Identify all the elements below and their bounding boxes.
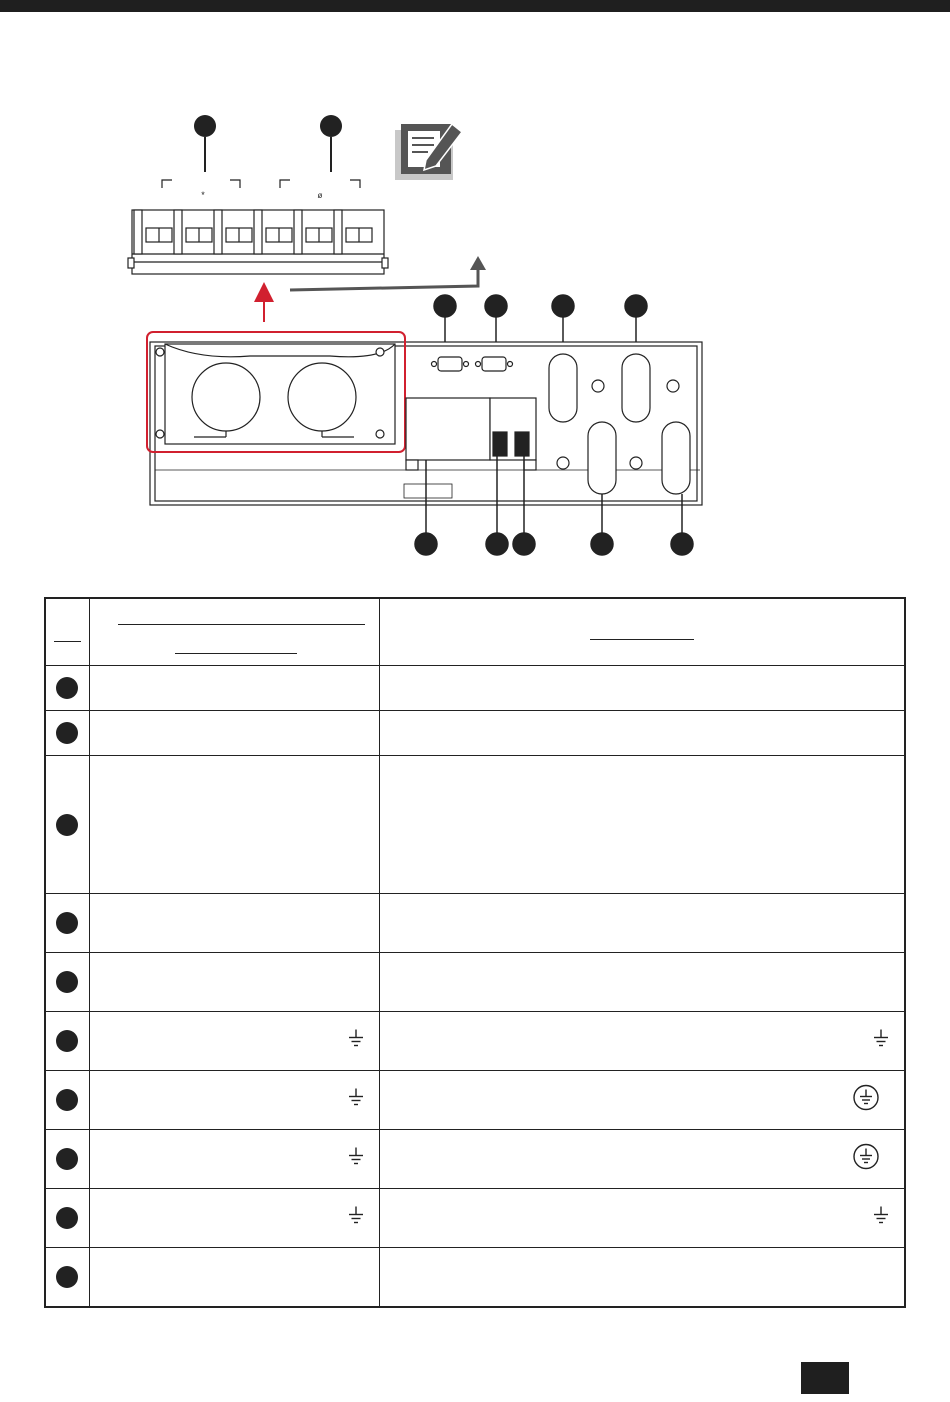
legend-description-cell [379, 1130, 905, 1189]
legend-item-cell [89, 1012, 379, 1071]
callout-badge [56, 912, 78, 934]
legend-description-cell [379, 1012, 905, 1071]
legend-item-cell [89, 1071, 379, 1130]
legend-no-cell [45, 1071, 89, 1130]
protective-earth-icon [852, 1143, 880, 1176]
legend-row [45, 1248, 905, 1308]
gray-arrow-head [470, 256, 486, 270]
legend-item-cell [89, 1130, 379, 1189]
legend-description-cell [379, 1248, 905, 1308]
legend-row [45, 756, 905, 894]
cable-cover-plate [156, 344, 395, 444]
legend-no-cell [45, 1248, 89, 1308]
legend-row [45, 894, 905, 953]
legend-row [45, 666, 905, 711]
callout-badge [56, 1030, 78, 1052]
terminal-block [128, 210, 388, 274]
legend-row [45, 711, 905, 756]
earth-ground-icon [347, 1147, 365, 1172]
callout-2-marker [320, 115, 342, 172]
legend-description-cell [379, 1071, 905, 1130]
legend-no-cell [45, 666, 89, 711]
legend-no-cell [45, 711, 89, 756]
callout-badge [56, 1207, 78, 1229]
earth-ground-icon [872, 1206, 890, 1231]
page-tab [801, 1362, 849, 1394]
legend-no-cell [45, 1189, 89, 1248]
legend-table [44, 597, 906, 1308]
callout-badge [56, 677, 78, 699]
protective-earth-icon [852, 1084, 880, 1117]
legend-item-cell [89, 1189, 379, 1248]
legend-item-cell [89, 756, 379, 894]
legend-item-cell [89, 711, 379, 756]
legend-description-cell [379, 756, 905, 894]
legend-row [45, 1012, 905, 1071]
callout-badge [56, 722, 78, 744]
callout-badge [56, 1266, 78, 1288]
legend-item-cell [89, 894, 379, 953]
callout-badge [56, 971, 78, 993]
terminal-group-brackets [162, 180, 360, 200]
earth-ground-icon [872, 1029, 890, 1054]
callout-badge [56, 1148, 78, 1170]
legend-no-cell [45, 756, 89, 894]
legend-description-cell [379, 666, 905, 711]
callout-badge [56, 1089, 78, 1111]
legend-item-cell [89, 1248, 379, 1308]
legend-row [45, 953, 905, 1012]
legend-description-cell [379, 1189, 905, 1248]
svg-text:*: * [201, 190, 205, 200]
legend-description-cell [379, 711, 905, 756]
callout-1-marker [194, 115, 216, 172]
legend-row [45, 1130, 905, 1189]
legend-no-cell [45, 894, 89, 953]
callout-badge [56, 814, 78, 836]
svg-text:ø: ø [317, 191, 323, 200]
legend-item-cell [89, 666, 379, 711]
legend-row [45, 1071, 905, 1130]
legend-row [45, 1189, 905, 1248]
header-description-cell [379, 598, 905, 666]
legend-description-cell [379, 894, 905, 953]
legend-no-cell [45, 1012, 89, 1071]
legend-description-cell [379, 953, 905, 1012]
header-no-cell [45, 598, 89, 666]
rear-panel-diagram [0, 0, 950, 580]
legend-no-cell [45, 953, 89, 1012]
legend-item-cell [89, 953, 379, 1012]
note-pencil-icon [395, 124, 462, 180]
earth-ground-icon [347, 1088, 365, 1113]
header-item-cell [89, 598, 379, 666]
legend-header-row [45, 598, 905, 666]
earth-ground-icon [347, 1029, 365, 1054]
earth-ground-icon [347, 1206, 365, 1231]
legend-no-cell [45, 1130, 89, 1189]
